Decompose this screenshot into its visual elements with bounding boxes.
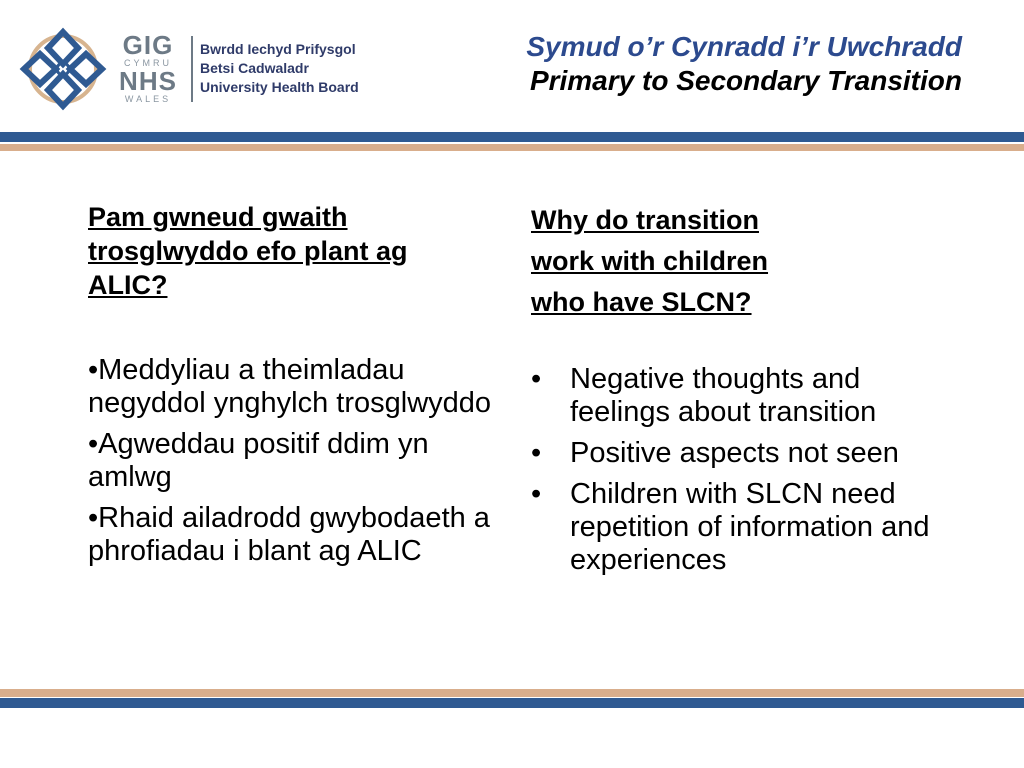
nhs-wales-wordmark — [108, 32, 188, 104]
wales-text: WALES — [124, 94, 172, 104]
list-item-text: Negative thoughts and feelings about transition — [570, 363, 877, 428]
list-item — [531, 437, 951, 470]
slide-title — [526, 30, 962, 98]
heading-line: Pam gwneud gwaith — [88, 202, 348, 232]
bullet-marker: • — [531, 478, 542, 510]
logo-divider — [191, 36, 193, 102]
list-item: •Meddyliau a theimladau negyddol ynghylch trosglwyddo — [88, 354, 492, 419]
title-english: Primary to Secondary Transition — [529, 65, 962, 96]
english-heading — [531, 200, 951, 323]
cymru-text: CYMRU — [124, 58, 172, 68]
list-item-text: Positive aspects not seen — [570, 437, 899, 469]
org-line: Bwrdd Iechyd Prifysgol — [200, 41, 356, 57]
list-item: •Agweddau positif ddim yn amlwg — [88, 428, 429, 493]
org-line: University Health Board — [200, 79, 359, 95]
bullet-marker: • — [531, 363, 542, 395]
list-item — [531, 363, 951, 429]
welsh-heading — [88, 200, 498, 302]
list-item: •Rhaid ailadrodd gwybodaeth a phrofiadau i blant ag ALIC — [88, 502, 490, 567]
bottom-tan-band — [0, 689, 1024, 697]
gig-text: GIG — [122, 30, 174, 60]
top-tan-band — [0, 144, 1024, 151]
list-item — [531, 478, 951, 577]
heading-line: work with children — [531, 246, 769, 276]
celtic-knot-icon — [18, 26, 108, 112]
heading-line: trosglwyddo efo plant ag — [88, 236, 408, 266]
list-item-text: Children with SLCN need repetition of information and experiences — [570, 478, 930, 576]
welsh-column — [88, 200, 498, 576]
english-bullet-list — [531, 363, 951, 577]
heading-line: who have SLCN? — [531, 287, 752, 317]
heading-line: Why do transition — [531, 205, 759, 235]
health-board-logo — [18, 26, 359, 112]
top-blue-band — [0, 132, 1024, 142]
bottom-blue-band — [0, 698, 1024, 708]
welsh-bullet-list — [88, 354, 498, 568]
bullet-marker: • — [531, 437, 542, 469]
title-welsh: Symud o’r Cynradd i’r Uwchradd — [526, 31, 962, 62]
heading-line: ALIC? — [88, 270, 168, 300]
organisation-name — [200, 40, 359, 97]
english-column — [531, 200, 951, 585]
nhs-text: NHS — [119, 66, 177, 96]
org-line: Betsi Cadwaladr — [200, 60, 309, 76]
